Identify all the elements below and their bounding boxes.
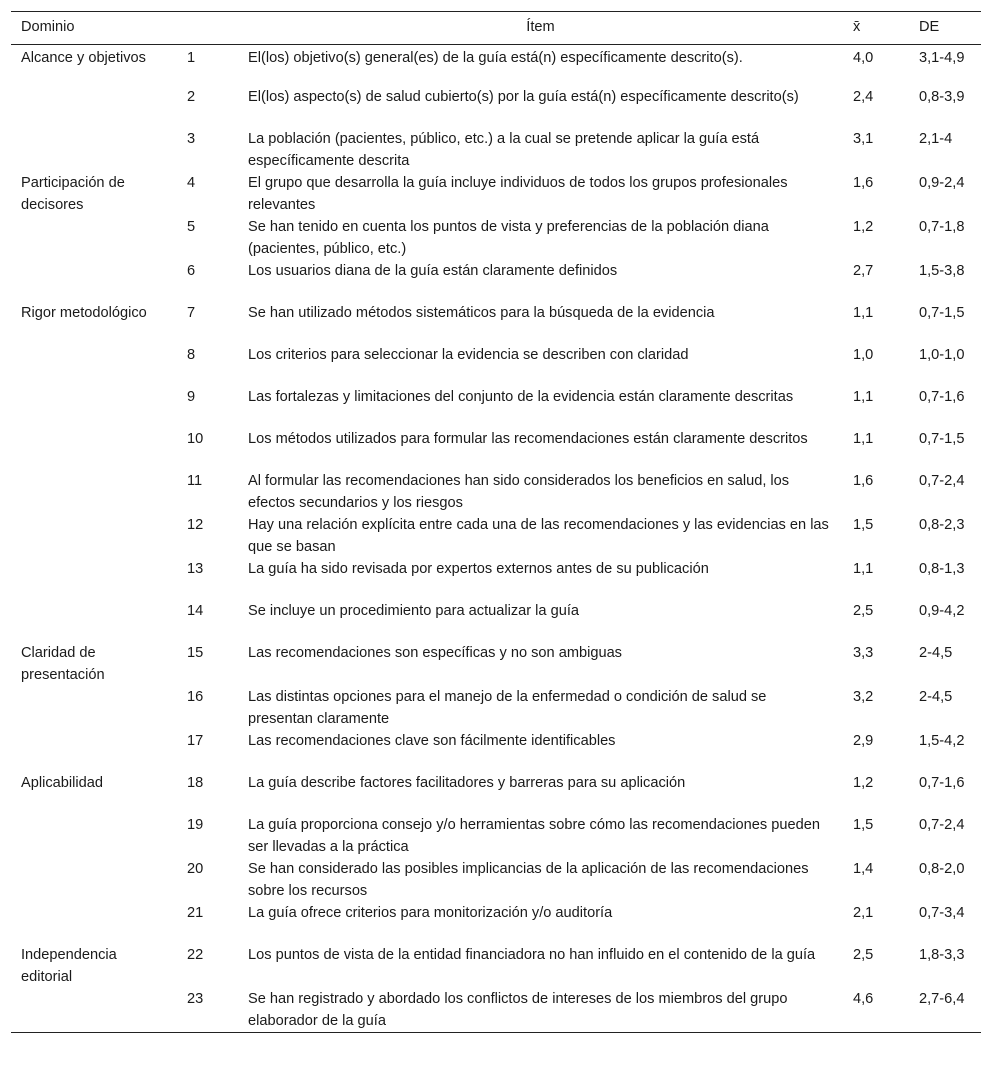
sd-range: 0,9-4,2 <box>919 603 965 619</box>
header-sd: DE <box>909 12 981 45</box>
header-row <box>11 12 981 45</box>
item-number: 5 <box>187 219 196 235</box>
item-number: 17 <box>187 733 204 749</box>
mean-value: 3,2 <box>853 689 874 705</box>
domain-cell <box>11 344 177 386</box>
domain-cell <box>11 686 177 730</box>
domain-cell <box>11 600 177 642</box>
item-text: Los usuarios diana de la guía están claramente definidos <box>248 263 618 279</box>
data-table <box>11 11 981 1033</box>
sd-range: 0,9-2,4 <box>919 175 965 191</box>
mean-value: 3,3 <box>853 645 874 661</box>
sd-range: 0,8-1,3 <box>919 561 965 577</box>
item-number: 13 <box>187 561 204 577</box>
item-text: El grupo que desarrolla la guía incluye individuos de todos los grupos profesionales relevantes <box>248 175 788 213</box>
item-text: Los criterios para seleccionar la evidencia se describen con claridad <box>248 347 689 363</box>
item-text: La población (pacientes, público, etc.) a la cual se pretende aplicar la guía está específicamente descrita <box>248 131 760 169</box>
domain-cell: Independencia editorial <box>21 947 117 985</box>
sd-range: 0,7-2,4 <box>919 473 965 489</box>
item-text: Las recomendaciones clave son fácilmente identificables <box>248 733 616 749</box>
table-row <box>11 172 981 216</box>
item-number: 16 <box>187 689 204 705</box>
mean-value: 1,1 <box>853 389 874 405</box>
sd-range: 0,7-1,8 <box>919 219 965 235</box>
sd-range: 0,8-2,0 <box>919 861 965 877</box>
sd-range: 2-4,5 <box>919 645 953 661</box>
domain-cell <box>11 386 177 428</box>
item-number: 8 <box>187 347 196 363</box>
mean-value: 4,6 <box>843 988 909 1033</box>
sd-range: 3,1-4,9 <box>919 49 965 66</box>
domain-cell: Alcance y objetivos <box>21 49 146 66</box>
item-number: 2 <box>187 89 196 105</box>
item-text: El(los) objetivo(s) general(es) de la guía está(n) específicamente descrito(s). <box>248 49 743 66</box>
item-text: La guía describe factores facilitadores y barreras para su aplicación <box>248 775 686 791</box>
domain-cell <box>11 814 177 858</box>
item-number: 9 <box>187 389 196 405</box>
mean-value: 1,2 <box>853 775 874 791</box>
domain-cell: Rigor metodológico <box>21 305 147 321</box>
table-row <box>11 128 981 172</box>
table-row <box>11 216 981 260</box>
sd-range: 0,7-1,6 <box>919 775 965 791</box>
item-number: 23 <box>177 988 238 1033</box>
sd-range: 1,5-4,2 <box>919 733 965 749</box>
domain-cell <box>11 514 177 558</box>
header-mean: x̄ <box>843 12 909 45</box>
item-text: Se han considerado las posibles implicancias de la aplicación de las recomendaciones sobre los recursos <box>248 861 809 899</box>
item-number: 7 <box>187 305 196 321</box>
mean-value: 1,1 <box>853 305 874 321</box>
mean-value: 1,5 <box>853 817 874 833</box>
header-number <box>177 12 238 45</box>
item-number: 10 <box>187 431 204 447</box>
sd-range: 1,5-3,8 <box>919 263 965 279</box>
table-row <box>11 302 981 344</box>
mean-value: 1,5 <box>853 517 874 533</box>
sd-range: 0,7-1,5 <box>919 305 965 321</box>
item-number: 12 <box>187 517 204 533</box>
domain-cell <box>11 428 177 470</box>
item-text: Los métodos utilizados para formular las recomendaciones están claramente descritos <box>248 431 808 447</box>
sd-range: 0,7-1,5 <box>919 431 965 447</box>
mean-value: 1,4 <box>853 861 874 877</box>
table-row <box>11 86 981 128</box>
item-number: 19 <box>187 817 204 833</box>
item-text: Se han tenido en cuenta los puntos de vista y preferencias de la población diana (pacientes, público, etc.) <box>248 219 769 257</box>
item-number: 11 <box>187 473 203 489</box>
domain-cell <box>11 128 177 172</box>
item-text: Las recomendaciones son específicas y no son ambiguas <box>248 645 622 661</box>
domain-cell: Aplicabilidad <box>21 775 103 791</box>
domain-cell <box>11 558 177 600</box>
table-row <box>11 772 981 814</box>
table-body <box>11 44 981 1033</box>
mean-value: 1,6 <box>853 175 874 191</box>
table-row <box>11 944 981 988</box>
table-row <box>11 558 981 600</box>
item-number: 15 <box>187 645 204 661</box>
header-item: Ítem <box>238 12 843 45</box>
mean-value: 2,4 <box>853 89 874 105</box>
domain-cell: Claridad de presentación <box>21 645 105 683</box>
item-text: Las fortalezas y limitaciones del conjunto de la evidencia están claramente descritas <box>248 389 794 405</box>
item-text: Los puntos de vista de la entidad financiadora no han influido en el contenido de la guía <box>248 947 816 963</box>
item-text: Se incluye un procedimiento para actualizar la guía <box>248 603 579 619</box>
table-row <box>11 858 981 902</box>
table-row <box>11 814 981 858</box>
table-row <box>11 642 981 686</box>
item-number: 3 <box>187 131 196 147</box>
table-row <box>11 600 981 642</box>
domain-cell <box>11 902 177 944</box>
agree-table <box>11 11 981 1033</box>
table-row <box>11 686 981 730</box>
item-text: Hay una relación explícita entre cada una de las recomendaciones y las evidencias en las que se basan <box>248 517 829 555</box>
table-row <box>11 44 981 86</box>
item-number: 14 <box>187 603 204 619</box>
sd-range: 0,7-1,6 <box>919 389 965 405</box>
item-text: La guía proporciona consejo y/o herramientas sobre cómo las recomendaciones pueden ser llevadas a la práctica <box>248 817 820 855</box>
header-domain: Dominio <box>11 12 177 45</box>
sd-range: 2-4,5 <box>919 689 953 705</box>
domain-cell: Participación de decisores <box>21 175 125 213</box>
table-row <box>11 260 981 302</box>
item-number: 4 <box>187 175 196 191</box>
domain-cell <box>11 216 177 260</box>
item-number: 18 <box>187 775 204 791</box>
item-text: La guía ofrece criterios para monitorización y/o auditoría <box>248 905 613 921</box>
sd-range: 0,8-3,9 <box>919 89 965 105</box>
item-number: 21 <box>187 905 204 921</box>
table-row <box>11 386 981 428</box>
table-row <box>11 470 981 514</box>
domain-cell <box>11 988 177 1033</box>
sd-range: 2,7-6,4 <box>909 988 981 1033</box>
table-row <box>11 988 981 1033</box>
item-number: 6 <box>187 263 196 279</box>
item-text: La guía ha sido revisada por expertos externos antes de su publicación <box>248 561 709 577</box>
mean-value: 1,6 <box>853 473 874 489</box>
sd-range: 0,7-3,4 <box>919 905 965 921</box>
mean-value: 1,0 <box>853 347 874 363</box>
item-text: Se han utilizado métodos sistemáticos para la búsqueda de la evidencia <box>248 305 715 321</box>
item-number: 1 <box>187 49 196 66</box>
mean-value: 4,0 <box>853 49 874 66</box>
item-text: El(los) aspecto(s) de salud cubierto(s) por la guía está(n) específicamente descrito(s) <box>248 89 799 105</box>
mean-value: 1,1 <box>853 431 874 447</box>
table-row <box>11 344 981 386</box>
table-row <box>11 514 981 558</box>
mean-value: 1,2 <box>853 219 874 235</box>
mean-value: 2,9 <box>853 733 874 749</box>
mean-value: 2,7 <box>853 263 874 279</box>
domain-cell <box>11 730 177 772</box>
sd-range: 0,8-2,3 <box>919 517 965 533</box>
domain-cell <box>11 86 177 128</box>
sd-range: 2,1-4 <box>919 131 953 147</box>
domain-cell <box>11 260 177 302</box>
mean-value: 2,1 <box>853 905 874 921</box>
domain-cell <box>11 858 177 902</box>
table-row <box>11 428 981 470</box>
mean-value: 2,5 <box>853 947 874 963</box>
item-text: Se han registrado y abordado los conflictos de intereses de los miembros del grupo elaborador de la guía <box>238 988 843 1033</box>
mean-value: 3,1 <box>853 131 874 147</box>
item-text: Las distintas opciones para el manejo de la enfermedad o condición de salud se presentan claramente <box>248 689 767 727</box>
sd-range: 1,0-1,0 <box>919 347 965 363</box>
item-number: 22 <box>187 947 204 963</box>
sd-range: 1,8-3,3 <box>919 947 965 963</box>
mean-value: 1,1 <box>853 561 874 577</box>
domain-cell <box>11 470 177 514</box>
mean-value: 2,5 <box>853 603 874 619</box>
item-number: 20 <box>187 861 204 877</box>
item-text: Al formular las recomendaciones han sido considerados los beneficios en salud, los efectos secundarios y los riesgos <box>248 473 790 511</box>
table-row <box>11 730 981 772</box>
sd-range: 0,7-2,4 <box>919 817 965 833</box>
table-row <box>11 902 981 944</box>
